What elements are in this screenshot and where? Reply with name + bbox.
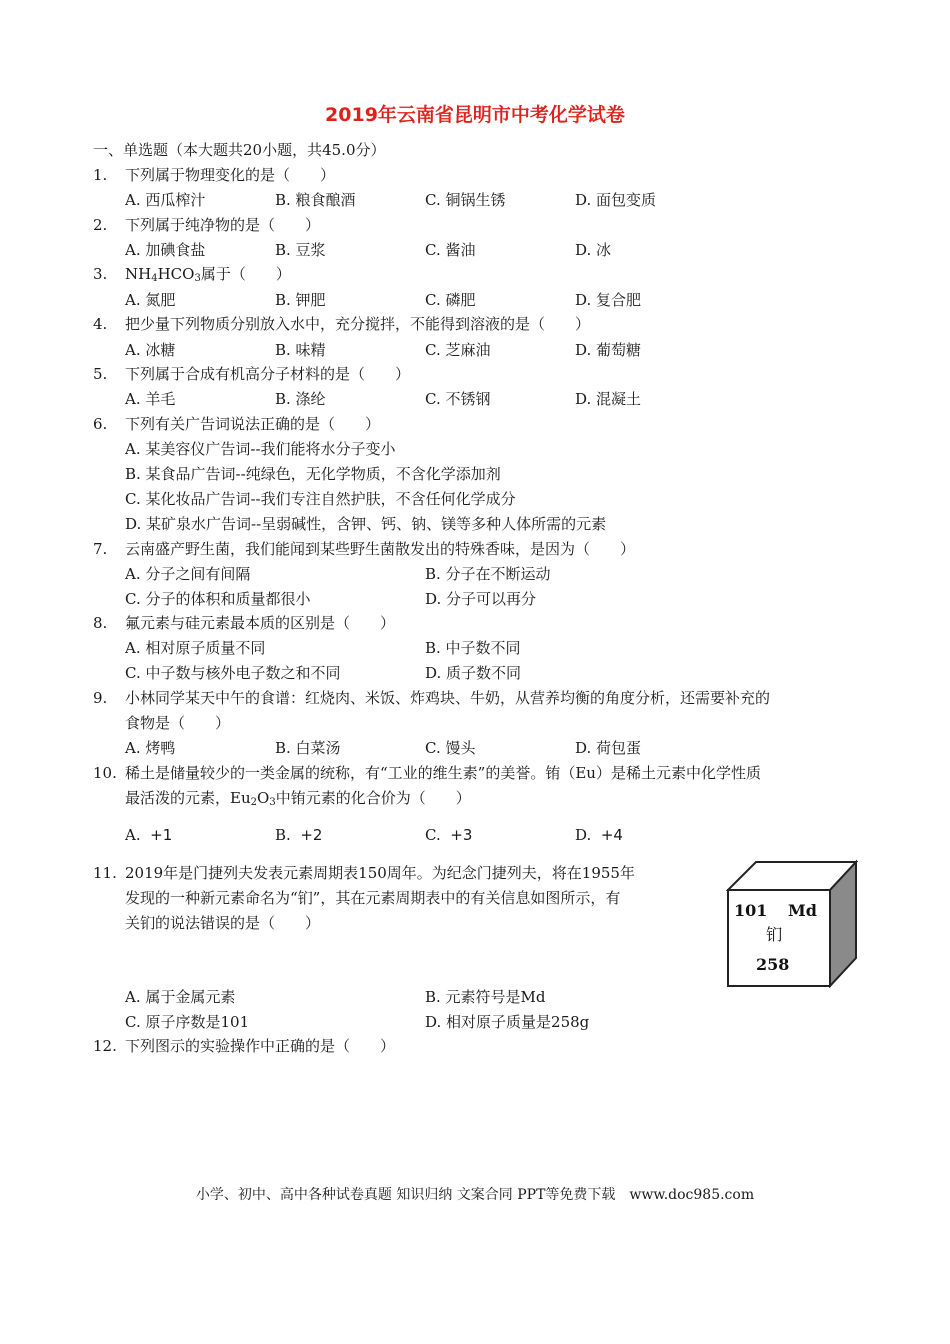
option-b: B. 味精	[275, 341, 326, 359]
option-a: A. 冰糖	[125, 341, 176, 359]
question-stem: 云南盛产野生菌，我们能闻到某些野生菌散发出的特殊香味，是因为（ ）	[125, 540, 636, 558]
element-number: 101	[734, 901, 768, 920]
option-d: D. 相对原子质量是258g	[425, 1013, 590, 1031]
option-a: A. 烤鸭	[125, 739, 176, 757]
option-b: B. 钾肥	[275, 291, 326, 309]
question-number: 2.	[93, 216, 108, 234]
option-a: A. 西瓜榨汁	[125, 191, 206, 209]
option-d: D. 混凝土	[575, 390, 642, 408]
option-c: C. 馒头	[425, 739, 476, 757]
option-d: D. 荷包蛋	[575, 739, 642, 757]
option-a: A. 分子之间有间隔	[125, 565, 251, 583]
option-b: B. 分子在不断运动	[425, 565, 551, 583]
question-number: 10.	[93, 764, 117, 782]
section-heading: 一、单选题（本大题共20小题，共45.0分）	[93, 141, 386, 159]
question-number: 5.	[93, 365, 108, 383]
question-stem: 下列属于纯净物的是（ ）	[125, 216, 321, 234]
element-name: 钔	[766, 925, 783, 944]
option-b: B. 粮食酿酒	[275, 191, 356, 209]
question-number: 9.	[93, 689, 108, 707]
option-b: B. +2	[275, 826, 323, 844]
option-c: C. 分子的体积和质量都很小	[125, 590, 311, 608]
question-number: 7.	[93, 540, 108, 558]
option-c: C. 中子数与核外电子数之和不同	[125, 664, 341, 682]
question-stem: 2019年是门捷列夫发表元素周期表150周年。为纪念门捷列夫，将在1955年	[125, 864, 635, 882]
option-d: D. 某矿泉水广告词--呈弱碱性，含钾、钙、钠、镁等多种人体所需的元素	[125, 515, 607, 533]
option-a: A. 属于金属元素	[125, 988, 236, 1006]
option-c: C. 铜锅生锈	[425, 191, 506, 209]
option-c: C. +3	[425, 826, 473, 844]
option-a: A. +1	[125, 826, 173, 844]
option-b: B. 白菜汤	[275, 739, 341, 757]
option-b: B. 豆浆	[275, 241, 326, 259]
option-c: C. 芝麻油	[425, 341, 491, 359]
option-d: D. 分子可以再分	[425, 590, 537, 608]
question-stem: 下列有关广告词说法正确的是（ ）	[125, 415, 381, 433]
question-stem-cont: 发现的一种新元素命名为“钔”，其在元素周期表中的有关信息如图所示，有	[125, 889, 621, 907]
question-stem: 下列属于物理变化的是（ ）	[125, 166, 336, 184]
question-stem-cont: 最活泼的元素，$Eu_2O_3$中铕元素的化合价为（ ）	[125, 789, 471, 808]
question-number: 4.	[93, 315, 108, 333]
question-stem: 稀土是储量较少的一类金属的统称，有“工业的维生素”的美誉。铕（Eu）是稀土元素中化学性质	[125, 764, 761, 782]
option-c: C. 某化妆品广告词--我们专注自然护肤，不含任何化学成分	[125, 490, 516, 508]
footer-text: 小学、初中、高中各种试卷真题 知识归纳 文案合同 PPT等免费下载 www.doc985.com	[195, 1187, 755, 1203]
question-stem: 下列图示的实验操作中正确的是（ ）	[125, 1037, 396, 1055]
question-number: 11.	[93, 864, 117, 882]
question-number: 8.	[93, 614, 108, 632]
option-b: B. 涤纶	[275, 390, 326, 408]
question-stem-cont: 食物是（ ）	[125, 714, 231, 732]
page-title: 2019年云南省昆明市中考化学试卷	[325, 104, 625, 126]
question-stem: 小林同学某天中午的食谱：红烧肉、米饭、炸鸡块、牛奶，从营养均衡的角度分析，还需要补充的	[125, 689, 771, 707]
option-a: A. 加碘食盐	[125, 241, 206, 259]
question-number: 1.	[93, 166, 108, 184]
option-d: D. 葡萄糖	[575, 341, 642, 359]
question-number: 6.	[93, 415, 108, 433]
option-c: C. 酱油	[425, 241, 476, 259]
option-d: D. 冰	[575, 241, 612, 259]
question-stem-cont: 关钔的说法错误的是（ ）	[125, 914, 321, 932]
option-a: A. 某美容仪广告词--我们能将水分子变小	[125, 440, 396, 458]
element-card-figure	[726, 858, 858, 988]
option-c: C. 原子序数是101	[125, 1013, 250, 1031]
element-symbol: Md	[788, 901, 817, 920]
option-c: C. 不锈钢	[425, 390, 491, 408]
option-a: A. 羊毛	[125, 390, 176, 408]
option-d: D. 质子数不同	[425, 664, 522, 682]
question-stem: $NH_4HCO_3$属于（ ）	[125, 265, 291, 284]
element-mass: 258	[756, 955, 790, 974]
question-stem: 把少量下列物质分别放入水中，充分搅拌，不能得到溶液的是（ ）	[125, 315, 591, 333]
question-number: 3.	[93, 265, 108, 283]
option-d: D. +4	[575, 826, 623, 844]
question-stem: 氟元素与硅元素最本质的区别是（ ）	[125, 614, 396, 632]
option-b: B. 元素符号是Md	[425, 988, 546, 1006]
option-c: C. 磷肥	[425, 291, 476, 309]
question-stem: 下列属于合成有机高分子材料的是（ ）	[125, 365, 411, 383]
question-number: 12.	[93, 1037, 117, 1055]
option-a: A. 氮肥	[125, 291, 176, 309]
option-b: B. 某食品广告词--纯绿色，无化学物质，不含化学添加剂	[125, 465, 501, 483]
option-d: D. 复合肥	[575, 291, 642, 309]
option-a: A. 相对原子质量不同	[125, 639, 266, 657]
option-d: D. 面包变质	[575, 191, 657, 209]
option-b: B. 中子数不同	[425, 639, 521, 657]
